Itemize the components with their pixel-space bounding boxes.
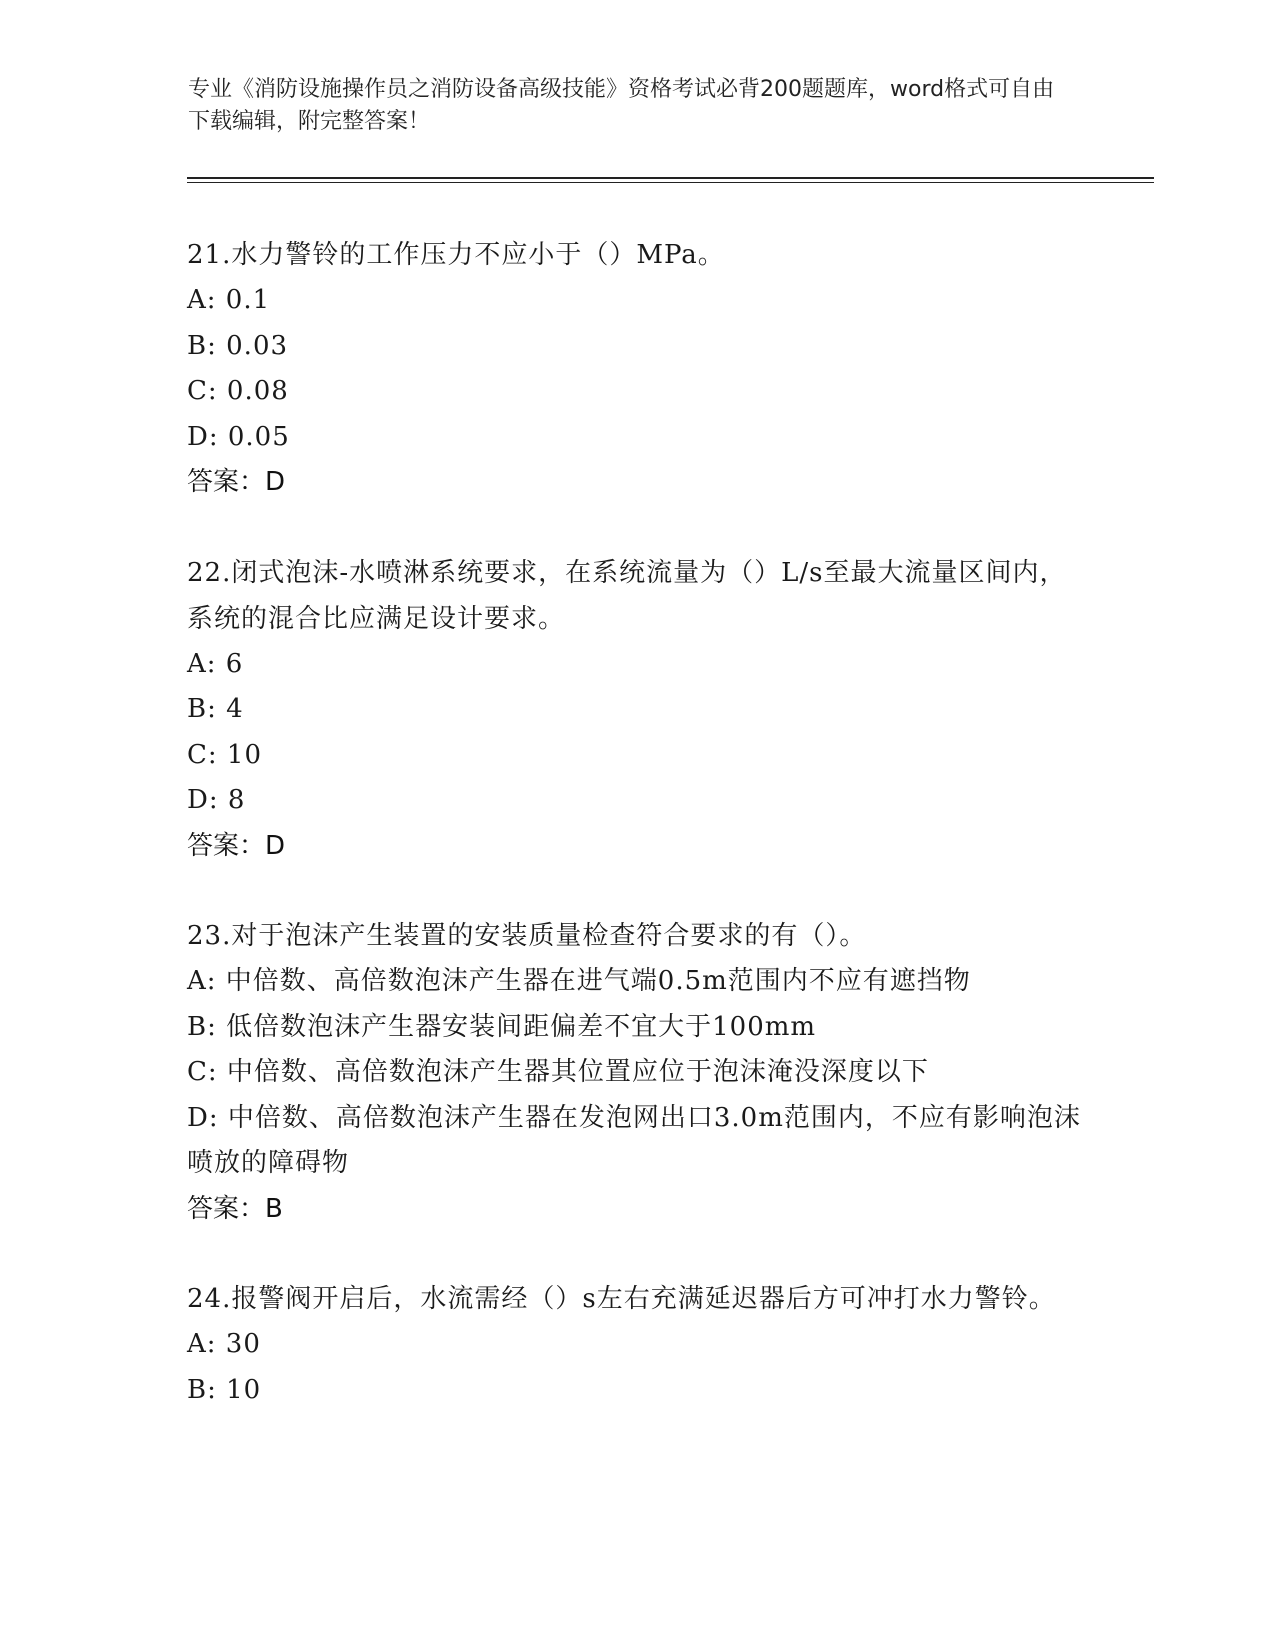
option-c: C: 中倍数、高倍数泡沫产生器其位置应位于泡沫淹没深度以下: [187, 1057, 929, 1087]
answer-line: 答案：D: [187, 467, 286, 497]
option-a: A: 中倍数、高倍数泡沫产生器在进气端0.5m范围内不应有遮挡物: [187, 966, 971, 996]
header-divider-thin: [187, 182, 1154, 183]
option-a: A: 0.1: [187, 285, 271, 315]
question-stem: 22.闭式泡沫-水喷淋系统要求，在系统流量为（）L/s至最大流量区间内，系统的混合比应满足设计要求。: [187, 557, 1067, 634]
option-b: B: 低倍数泡沫产生器安装间距偏差不宜大于100mm: [187, 1011, 817, 1042]
answer-line: 答案：B: [187, 1193, 283, 1224]
question-22: [187, 550, 1087, 870]
document-intro: 专业《消防设施操作员之消防设备高级技能》资格考试必背200题题库，word格式可自由下载编辑，附完整答案！: [188, 77, 1055, 134]
answer-line: 答案：D: [187, 830, 286, 861]
question-21: [187, 232, 1087, 506]
option-c: C: 10: [187, 739, 263, 770]
option-d: D: 中倍数、高倍数泡沫产生器在发泡网出口3.0m范围内，不应有影响泡沫喷放的障碍物: [187, 1102, 1081, 1178]
question-stem: 24.报警阀开启后，水流需经（）s左右充满延迟器后方可冲打水力警铃。: [187, 1284, 1056, 1314]
option-a: A: 6: [187, 648, 244, 679]
option-d: D: 0.05: [187, 421, 290, 452]
option-d: D: 8: [187, 785, 246, 815]
option-b: B: 0.03: [187, 330, 289, 361]
header-divider-thick: [187, 177, 1154, 179]
question-23: [187, 913, 1087, 1232]
option-c: C: 0.08: [187, 376, 289, 406]
question-24: [187, 1276, 1087, 1413]
question-stem: 21.水力警铃的工作压力不应小于（）MPa。: [187, 240, 725, 270]
option-b: B: 10: [187, 1374, 262, 1405]
question-list: [187, 232, 1087, 1457]
option-b: B: 4: [187, 694, 244, 724]
option-a: A: 30: [187, 1329, 261, 1359]
question-stem: 23.对于泡沫产生装置的安装质量检查符合要求的有（）。: [187, 921, 867, 951]
